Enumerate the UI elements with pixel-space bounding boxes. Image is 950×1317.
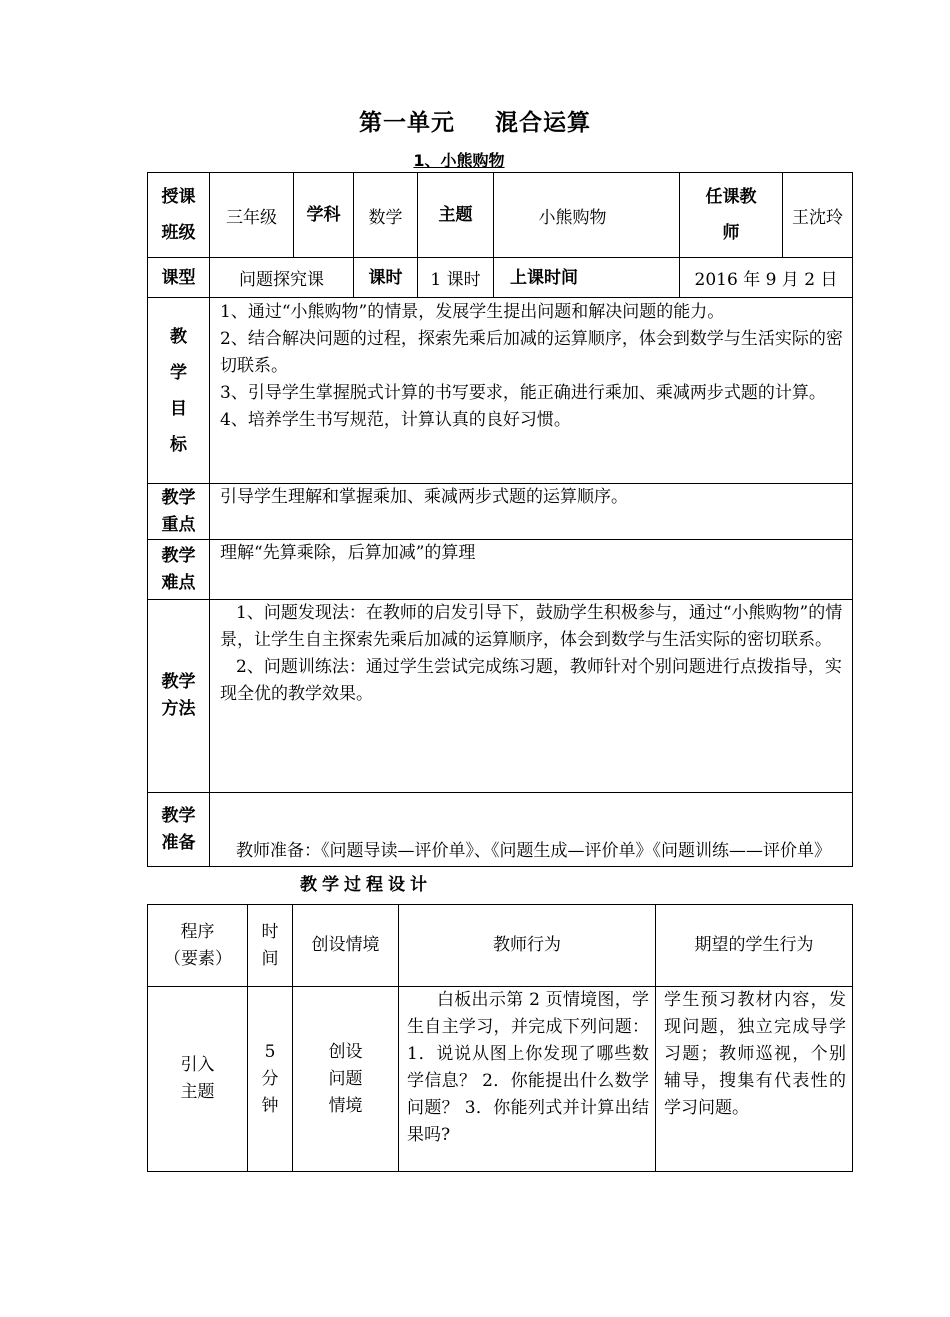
lesson-title: 1、小熊购物	[413, 151, 505, 170]
time-label: 上课时间	[494, 258, 680, 298]
page-title	[0, 104, 950, 137]
type-label: 课型	[148, 258, 210, 298]
process-row	[148, 987, 853, 1172]
teacher-value: 王沈玲	[783, 173, 853, 258]
goal-item: 3、引导学生掌握脱式计算的书写要求，能正确进行乘加、乘减两步式题的计算。	[220, 383, 826, 403]
time-value: 2016 年 9 月 2 日	[680, 258, 853, 298]
scenario-cell: 创设问题情境	[293, 987, 399, 1172]
type-value: 问题探究课	[210, 258, 354, 298]
difficulty-label: 教学难点	[148, 540, 210, 600]
goal-item: 2、结合解决问题的过程，探索先乘后加减的运算顺序，体会到数学与生活实际的密切联系。	[220, 329, 843, 376]
header-time: 时间	[248, 905, 293, 987]
student-cell: 学生预习教材内容，发现问题，独立完成导学习题；教师巡视，个别辅导，搜集有代表性的学习问题。	[656, 987, 853, 1172]
difficulty-value: 理解“先算乘除，后算加减”的算理	[210, 540, 853, 600]
info-row-key	[148, 484, 853, 540]
subject-label: 学科	[294, 173, 354, 258]
hours-label: 课时	[354, 258, 418, 298]
unit-subject: 混合运算	[495, 110, 591, 136]
method-item: 1、问题发现法：在教师的启发引导下，鼓励学生积极参与，通过“小熊购物”的情景，让学生自主探索先乘后加减的运算顺序，体会到数学与生活实际的密切联系。	[220, 603, 843, 650]
goal-item: 1、通过“小熊购物”的情景，发展学生提出问题和解决问题的能力。	[220, 302, 725, 322]
unit-title: 第一单元	[359, 110, 455, 136]
goals-content	[210, 298, 853, 484]
info-row-difficulty	[148, 540, 853, 600]
subject-value: 数学	[354, 173, 418, 258]
method-item: 2、问题训练法：通过学生尝试完成练习题，教师针对个别问题进行点拨指导，实现全优的教学效果。	[220, 657, 842, 704]
header-step: 程序（要素）	[148, 905, 248, 987]
topic-value: 小熊购物	[494, 173, 680, 258]
step-cell: 引入主题	[148, 987, 248, 1172]
process-table	[147, 904, 853, 1172]
goals-label: 教学目标	[148, 298, 210, 484]
info-row-methods	[148, 600, 853, 793]
methods-content	[210, 600, 853, 793]
info-row-schedule	[148, 258, 853, 298]
hours-value: 1 课时	[418, 258, 494, 298]
info-row-prep	[148, 793, 853, 867]
info-row-goals	[148, 298, 853, 484]
header-student: 期望的学生行为	[656, 905, 853, 987]
teacher-cell: 白板出示第 2 页情境图，学生自主学习，并完成下列问题： 1．说说从图上你发现了哪些数学信息？ 2．你能提出什么数学问题？ 3．你能列式并计算出结果吗?	[399, 987, 656, 1172]
process-header-row	[148, 905, 853, 987]
prep-label: 教学准备	[148, 793, 210, 867]
lesson-info-table	[147, 172, 853, 867]
topic-label: 主题	[418, 173, 494, 258]
key-value: 引导学生理解和掌握乘加、乘减两步式题的运算顺序。	[210, 484, 853, 540]
header-scenario: 创设情境	[293, 905, 399, 987]
key-label: 教学重点	[148, 484, 210, 540]
header-teacher: 教师行为	[399, 905, 656, 987]
time-cell: 5分钟	[248, 987, 293, 1172]
teacher-label: 任课教师	[680, 173, 783, 258]
prep-value: 教师准备：《问题导读—评价单》、《问题生成—评价单》《问题训练——评价单》	[210, 793, 853, 867]
goal-item: 4、培养学生书写规范，计算认真的良好习惯。	[220, 410, 571, 430]
class-label: 授课班级	[148, 173, 210, 258]
class-value: 三年级	[210, 173, 294, 258]
info-row-basic	[148, 173, 853, 258]
methods-label: 教学方法	[148, 600, 210, 793]
process-title: 教学过程设计	[300, 875, 432, 895]
